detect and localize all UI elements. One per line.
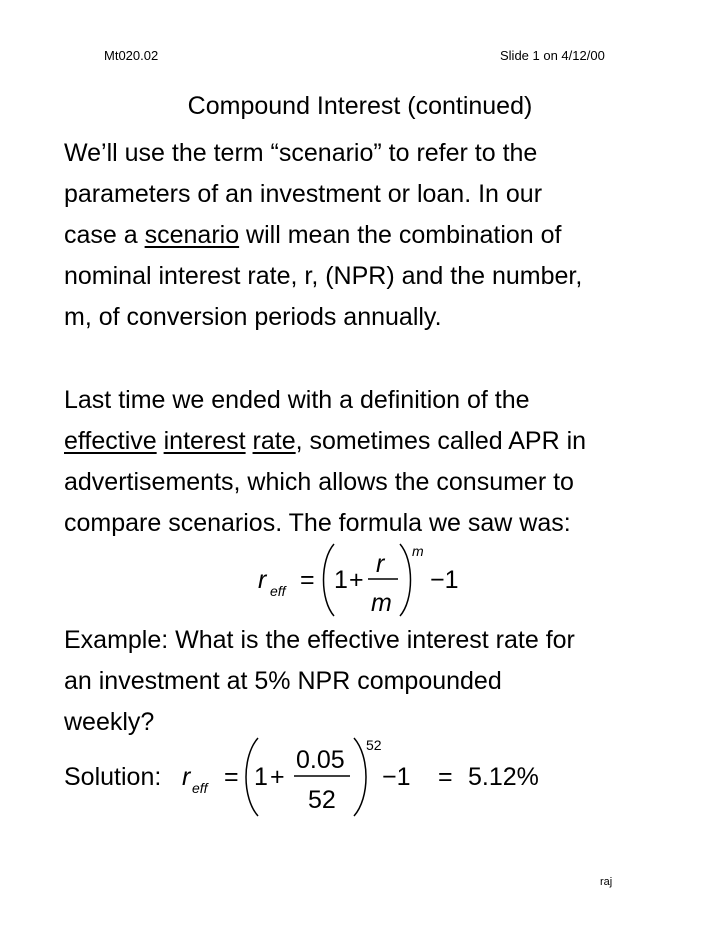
text-run: case a xyxy=(64,221,145,249)
paragraph-effective-rate xyxy=(64,380,684,544)
solution-plus: + xyxy=(270,763,285,791)
text-line: compare scenarios. The formula we saw was: xyxy=(64,509,571,537)
solution-exponent: 52 xyxy=(366,737,382,753)
text-line: advertisements, which allows the consumer to xyxy=(64,468,574,496)
formula-subscript-eff: eff xyxy=(270,583,286,599)
header-left: Mt020.02 xyxy=(104,48,159,63)
text-line xyxy=(64,421,684,462)
paragraph-scenario xyxy=(64,133,684,338)
slide-title: Compound Interest (continued) xyxy=(187,92,533,120)
text-line: weekly? xyxy=(64,708,155,736)
header-right: Slide 1 on 4/12/00 xyxy=(500,48,605,63)
solution-one: 1 xyxy=(254,763,268,791)
solution-equals-2: = xyxy=(438,763,453,791)
formula-exponent: m xyxy=(412,543,424,559)
text-run: , sometimes called APR in xyxy=(295,427,587,455)
text-line: We’ll use the term “scenario” to refer to the xyxy=(64,139,538,167)
text-line: nominal interest rate, r, (NPR) and the number, xyxy=(64,262,583,290)
text-line: parameters of an investment or loan. In our xyxy=(64,180,543,208)
underlined-term-scenario: scenario xyxy=(144,221,240,249)
paragraph-example xyxy=(64,620,684,743)
formula-denominator: m xyxy=(371,589,392,617)
solution-equals: = xyxy=(224,763,239,791)
formula-left-paren xyxy=(324,544,335,616)
formula-one: 1 xyxy=(334,566,348,594)
formula-minus-one: −1 xyxy=(430,566,459,594)
text-line: Last time we ended with a definition of the xyxy=(64,386,530,414)
formula-right-paren xyxy=(400,544,411,616)
footer-initials: raj xyxy=(600,876,613,888)
solution-minus-one: −1 xyxy=(382,763,411,791)
solution-numerator: 0.05 xyxy=(296,746,345,774)
effective-rate-formula xyxy=(250,540,490,620)
solution-denominator: 52 xyxy=(308,786,336,814)
formula-equals: = xyxy=(300,566,315,594)
underlined-term-interest: interest xyxy=(163,427,246,455)
text-line: m, of conversion periods annually. xyxy=(64,303,442,331)
solution-formula xyxy=(64,734,584,820)
solution-right-paren xyxy=(354,738,366,816)
formula-plus: + xyxy=(349,566,364,594)
text-line: an investment at 5% NPR compounded xyxy=(64,667,502,695)
text-line: Example: What is the effective interest rate for xyxy=(64,626,575,654)
solution-label: Solution: xyxy=(64,763,162,791)
formula-numerator: r xyxy=(376,550,385,578)
text-run: will mean the combination of xyxy=(239,221,562,249)
formula-var-r: r xyxy=(258,566,267,594)
solution-subscript-eff: eff xyxy=(192,780,208,796)
underlined-term-rate: rate xyxy=(252,427,296,455)
solution-var-r: r xyxy=(182,763,191,791)
underlined-term-effective: effective xyxy=(64,427,157,455)
text-line xyxy=(64,215,684,256)
solution-result: 5.12% xyxy=(468,763,539,791)
